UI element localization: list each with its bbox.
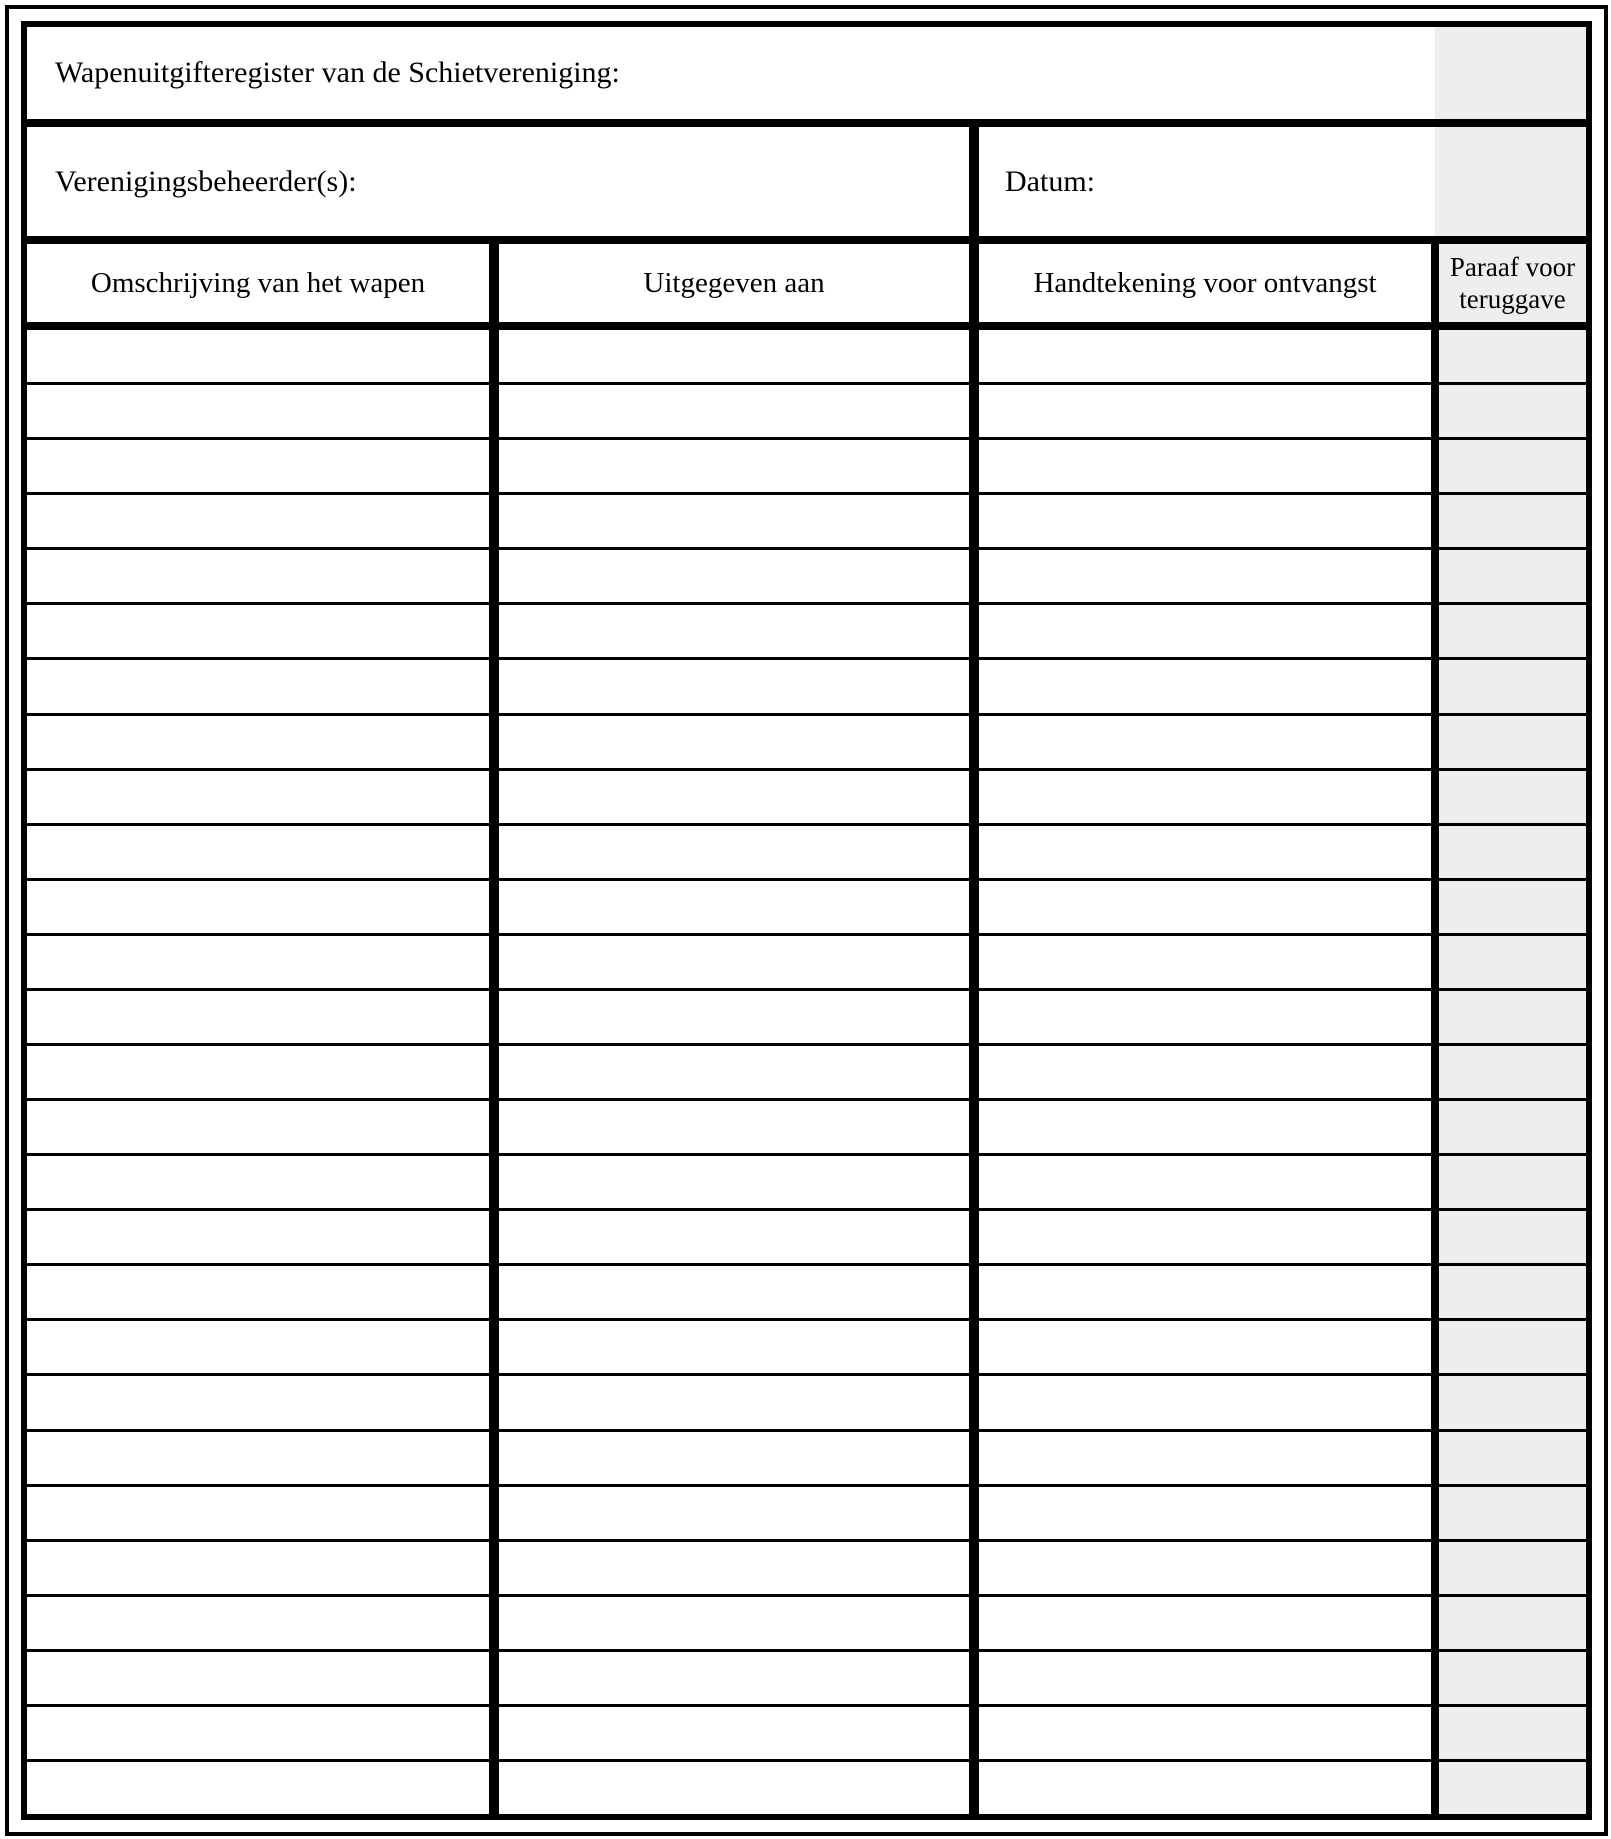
cell-handtekening[interactable]: [979, 1321, 1439, 1373]
cell-handtekening[interactable]: [979, 440, 1439, 492]
table-row: [27, 1156, 1586, 1211]
table-row: [27, 1266, 1586, 1321]
table-row: [27, 771, 1586, 826]
cell-handtekening[interactable]: [979, 771, 1439, 823]
cell-handtekening[interactable]: [979, 1266, 1439, 1318]
cell-paraaf[interactable]: [1439, 1542, 1586, 1594]
cell-handtekening[interactable]: [979, 1376, 1439, 1428]
cell-uitgegeven[interactable]: [499, 1211, 979, 1263]
table-row: [27, 1101, 1586, 1156]
cell-handtekening[interactable]: [979, 1211, 1439, 1263]
cell-omschrijving[interactable]: [27, 495, 499, 547]
cell-paraaf[interactable]: [1439, 1487, 1586, 1539]
cell-handtekening[interactable]: [979, 550, 1439, 602]
cell-paraaf[interactable]: [1439, 936, 1586, 988]
cell-omschrijving[interactable]: [27, 1376, 499, 1428]
column-header-row: [27, 244, 1586, 330]
cell-uitgegeven[interactable]: [499, 1046, 979, 1098]
table-row: [27, 660, 1586, 715]
cell-uitgegeven[interactable]: [499, 495, 979, 547]
cell-paraaf[interactable]: [1439, 1376, 1586, 1428]
cell-handtekening[interactable]: [979, 1707, 1439, 1759]
cell-uitgegeven[interactable]: [499, 660, 979, 712]
table-row: [27, 1376, 1586, 1431]
datum-field[interactable]: [979, 127, 1586, 236]
cell-handtekening[interactable]: [979, 605, 1439, 657]
table-row: [27, 1046, 1586, 1101]
table-row: [27, 440, 1586, 495]
cell-uitgegeven[interactable]: [499, 550, 979, 602]
cell-omschrijving[interactable]: [27, 330, 499, 382]
cell-omschrijving[interactable]: [27, 1762, 499, 1814]
table-row: [27, 1321, 1586, 1376]
cell-handtekening[interactable]: [979, 1487, 1439, 1539]
cell-omschrijving[interactable]: [27, 1266, 499, 1318]
cell-uitgegeven[interactable]: [499, 936, 979, 988]
cell-paraaf[interactable]: [1439, 991, 1586, 1043]
cell-handtekening[interactable]: [979, 1652, 1439, 1704]
cell-uitgegeven[interactable]: [499, 1707, 979, 1759]
cell-paraaf[interactable]: [1439, 881, 1586, 933]
cell-uitgegeven[interactable]: [499, 1321, 979, 1373]
cell-paraaf[interactable]: [1439, 1432, 1586, 1484]
cell-omschrijving[interactable]: [27, 1321, 499, 1373]
cell-handtekening[interactable]: [979, 495, 1439, 547]
cell-omschrijving[interactable]: [27, 771, 499, 823]
cell-omschrijving[interactable]: [27, 1432, 499, 1484]
cell-uitgegeven[interactable]: [499, 881, 979, 933]
cell-uitgegeven[interactable]: [499, 1597, 979, 1649]
title-row: [27, 27, 1586, 127]
cell-uitgegeven[interactable]: [499, 1542, 979, 1594]
cell-uitgegeven[interactable]: [499, 1487, 979, 1539]
cell-uitgegeven[interactable]: [499, 1432, 979, 1484]
cell-handtekening[interactable]: [979, 660, 1439, 712]
cell-paraaf[interactable]: [1439, 1321, 1586, 1373]
cell-uitgegeven[interactable]: [499, 1156, 979, 1208]
outer-frame: [5, 5, 1608, 1836]
cell-paraaf[interactable]: [1439, 1762, 1586, 1814]
column-header-uitgegeven: Uitgegeven aan: [499, 244, 979, 322]
table-row: [27, 385, 1586, 440]
datum-label: Datum:: [1005, 164, 1095, 198]
cell-uitgegeven[interactable]: [499, 1101, 979, 1153]
admin-row: [27, 127, 1586, 244]
cell-handtekening[interactable]: [979, 716, 1439, 768]
table-row: [27, 936, 1586, 991]
shaded-strip-title: [1435, 27, 1586, 119]
cell-uitgegeven[interactable]: [499, 440, 979, 492]
table-row: [27, 1432, 1586, 1487]
cell-omschrijving[interactable]: [27, 1487, 499, 1539]
cell-paraaf[interactable]: [1439, 660, 1586, 712]
cell-paraaf[interactable]: [1439, 771, 1586, 823]
cell-omschrijving[interactable]: [27, 1707, 499, 1759]
table-row: [27, 1762, 1586, 1814]
table-row: [27, 716, 1586, 771]
cell-paraaf[interactable]: [1439, 495, 1586, 547]
beheerder-label: Verenigingsbeheerder(s):: [55, 164, 357, 198]
table-row: [27, 330, 1586, 385]
cell-uitgegeven[interactable]: [499, 826, 979, 878]
cell-uitgegeven[interactable]: [499, 771, 979, 823]
cell-handtekening[interactable]: [979, 1597, 1439, 1649]
cell-omschrijving[interactable]: [27, 1542, 499, 1594]
table-row: [27, 1487, 1586, 1542]
cell-omschrijving[interactable]: [27, 385, 499, 437]
register-table: [21, 21, 1592, 1820]
cell-omschrijving[interactable]: [27, 605, 499, 657]
cell-paraaf[interactable]: [1439, 1046, 1586, 1098]
cell-uitgegeven[interactable]: [499, 1652, 979, 1704]
column-header-paraaf: Paraaf voor teruggave: [1439, 244, 1586, 322]
table-row: [27, 1707, 1586, 1762]
cell-handtekening[interactable]: [979, 1762, 1439, 1814]
cell-uitgegeven[interactable]: [499, 1376, 979, 1428]
shaded-strip-datum: [1435, 127, 1586, 236]
cell-paraaf[interactable]: [1439, 1652, 1586, 1704]
cell-omschrijving[interactable]: [27, 1156, 499, 1208]
table-row: [27, 1652, 1586, 1707]
cell-paraaf[interactable]: [1439, 1266, 1586, 1318]
cell-omschrijving[interactable]: [27, 936, 499, 988]
data-rows: [27, 330, 1586, 1814]
cell-omschrijving[interactable]: [27, 550, 499, 602]
cell-handtekening[interactable]: [979, 1046, 1439, 1098]
cell-handtekening[interactable]: [979, 1542, 1439, 1594]
cell-paraaf[interactable]: [1439, 550, 1586, 602]
table-row: [27, 605, 1586, 660]
cell-paraaf[interactable]: [1439, 330, 1586, 382]
table-row: [27, 1542, 1586, 1597]
cell-paraaf[interactable]: [1439, 1101, 1586, 1153]
table-row: [27, 1211, 1586, 1266]
cell-omschrijving[interactable]: [27, 1211, 499, 1263]
cell-paraaf[interactable]: [1439, 826, 1586, 878]
table-row: [27, 550, 1586, 605]
column-header-omschrijving: Omschrijving van het wapen: [27, 244, 499, 322]
table-row: [27, 826, 1586, 881]
cell-omschrijving[interactable]: [27, 991, 499, 1043]
register-title: Wapenuitgifteregister van de Schietvereniging:: [55, 56, 620, 89]
table-row: [27, 1597, 1586, 1652]
cell-handtekening[interactable]: [979, 881, 1439, 933]
beheerder-field[interactable]: [27, 127, 979, 236]
cell-handtekening[interactable]: [979, 826, 1439, 878]
table-row: [27, 495, 1586, 550]
cell-handtekening[interactable]: [979, 385, 1439, 437]
column-header-handtekening: Handtekening voor ontvangst: [979, 244, 1439, 322]
cell-omschrijving[interactable]: [27, 440, 499, 492]
cell-handtekening[interactable]: [979, 1156, 1439, 1208]
cell-uitgegeven[interactable]: [499, 330, 979, 382]
cell-paraaf[interactable]: [1439, 1597, 1586, 1649]
cell-paraaf[interactable]: [1439, 440, 1586, 492]
cell-paraaf[interactable]: [1439, 605, 1586, 657]
cell-handtekening[interactable]: [979, 936, 1439, 988]
cell-omschrijving[interactable]: [27, 1046, 499, 1098]
cell-omschrijving[interactable]: [27, 1652, 499, 1704]
cell-handtekening[interactable]: [979, 330, 1439, 382]
cell-uitgegeven[interactable]: [499, 1762, 979, 1814]
table-row: [27, 881, 1586, 936]
cell-handtekening[interactable]: [979, 1101, 1439, 1153]
cell-handtekening[interactable]: [979, 1432, 1439, 1484]
cell-paraaf[interactable]: [1439, 385, 1586, 437]
cell-uitgegeven[interactable]: [499, 1266, 979, 1318]
cell-uitgegeven[interactable]: [499, 716, 979, 768]
cell-uitgegeven[interactable]: [499, 385, 979, 437]
cell-paraaf[interactable]: [1439, 1156, 1586, 1208]
cell-uitgegeven[interactable]: [499, 605, 979, 657]
cell-omschrijving[interactable]: [27, 716, 499, 768]
cell-omschrijving[interactable]: [27, 826, 499, 878]
cell-omschrijving[interactable]: [27, 660, 499, 712]
cell-uitgegeven[interactable]: [499, 991, 979, 1043]
cell-omschrijving[interactable]: [27, 881, 499, 933]
cell-paraaf[interactable]: [1439, 716, 1586, 768]
cell-omschrijving[interactable]: [27, 1597, 499, 1649]
cell-paraaf[interactable]: [1439, 1707, 1586, 1759]
cell-paraaf[interactable]: [1439, 1211, 1586, 1263]
cell-handtekening[interactable]: [979, 991, 1439, 1043]
cell-omschrijving[interactable]: [27, 1101, 499, 1153]
table-row: [27, 991, 1586, 1046]
